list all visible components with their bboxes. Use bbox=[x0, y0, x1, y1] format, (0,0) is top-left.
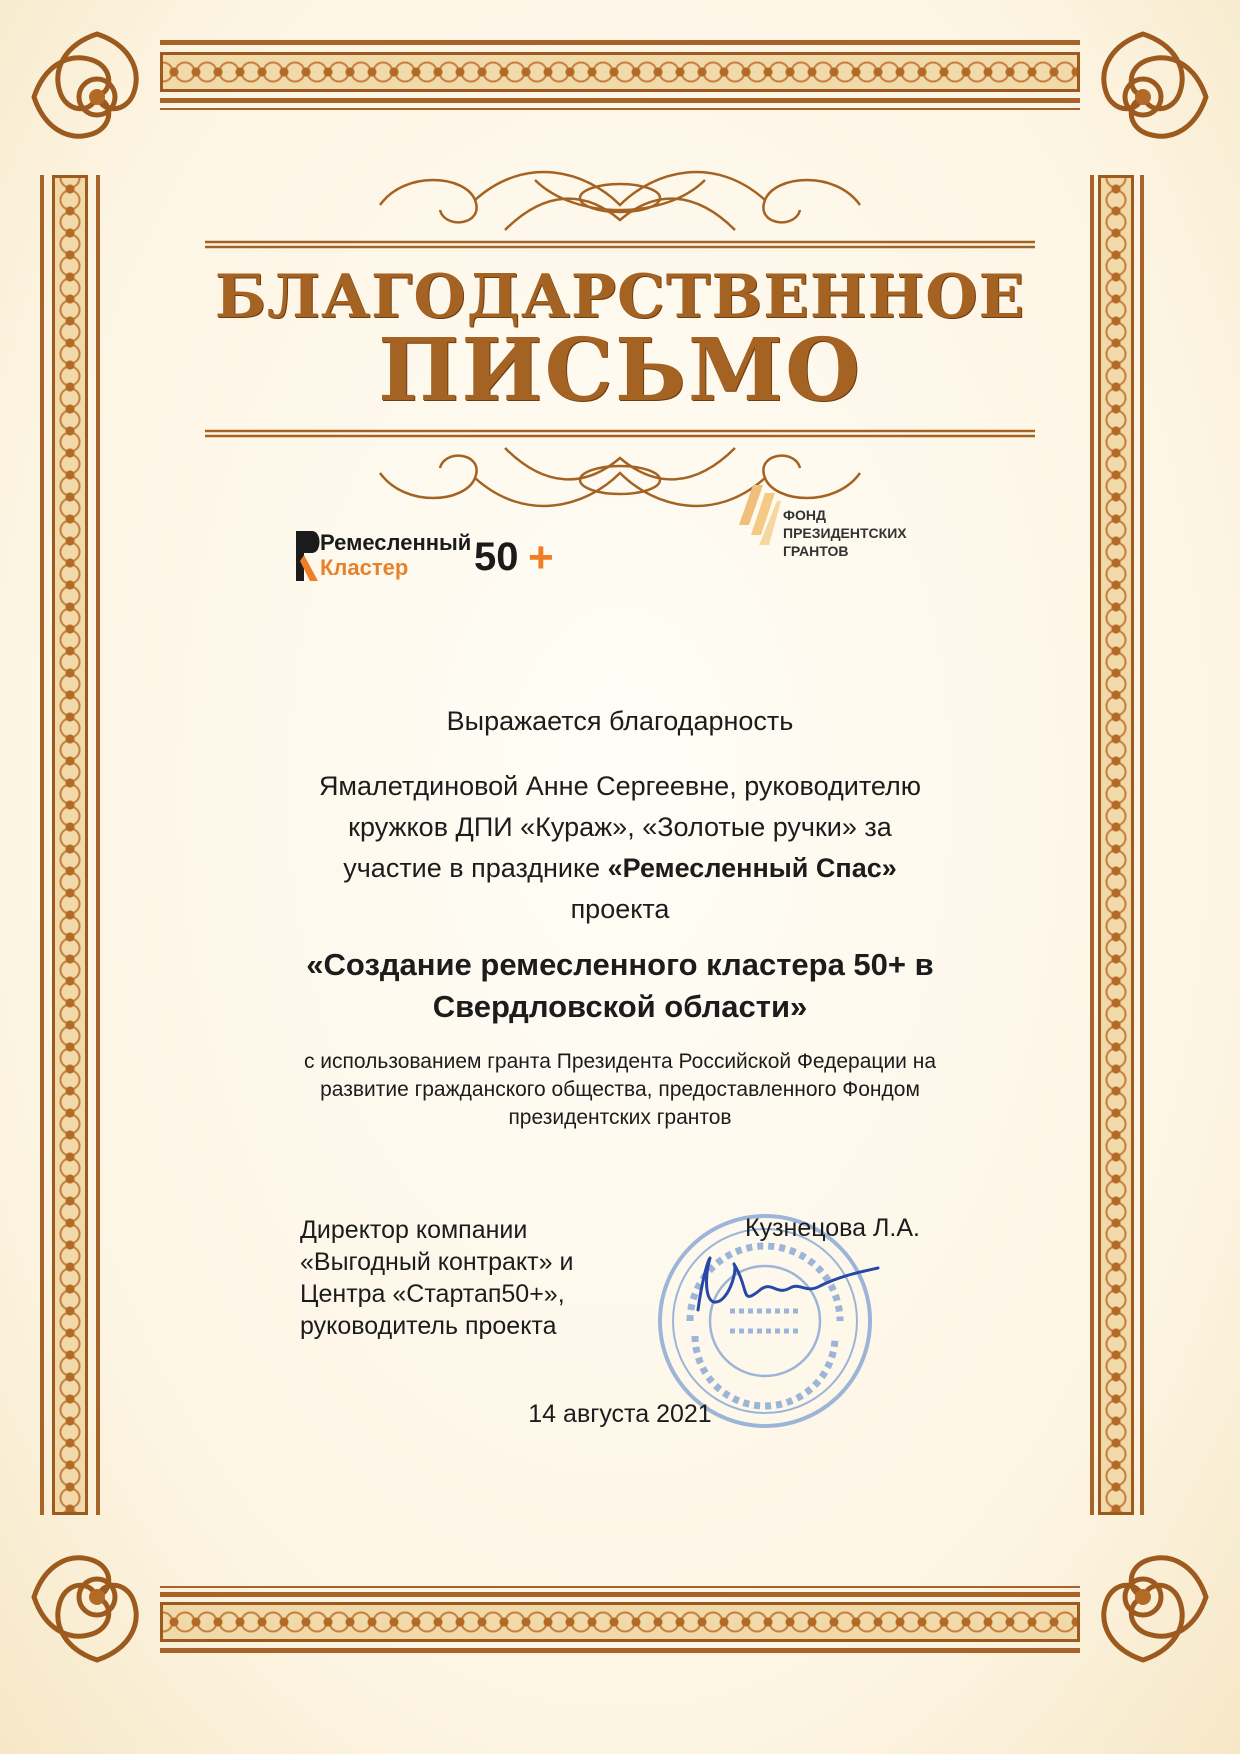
event-suffix: проекта bbox=[570, 894, 670, 924]
event-line bbox=[0, 848, 1240, 889]
frame-rule-bottom-inner bbox=[160, 1592, 1080, 1597]
frame-band-bottom bbox=[160, 1602, 1080, 1642]
craft-cluster-logo bbox=[296, 527, 556, 589]
grants-fund-stripes-icon bbox=[735, 485, 781, 549]
event-name: «Ремесленный Спас» bbox=[607, 853, 897, 883]
logo-right-line2: ПРЕЗИДЕНТСКИХ bbox=[783, 525, 907, 541]
logo-left-plus: + bbox=[528, 533, 554, 582]
signatory-line-1: Директор компании bbox=[300, 1216, 528, 1244]
frame-rule-top-inner bbox=[160, 98, 1080, 103]
title-line-2: ПИСЬМО bbox=[378, 320, 862, 421]
corner-ornament-top-right bbox=[1068, 22, 1218, 172]
project-line-2: Свердловской области» bbox=[432, 989, 808, 1024]
logo-left-number: 50 bbox=[474, 535, 519, 579]
logo-right-line1: ФОНД bbox=[783, 507, 826, 523]
signatory-line-3: Центра «Стартап50+», bbox=[300, 1280, 565, 1308]
logo-left-line2: Кластер bbox=[320, 555, 409, 580]
frame-rule-top bbox=[160, 40, 1080, 45]
signature bbox=[680, 1250, 880, 1330]
signatory-name: Кузнецова Л.А. bbox=[745, 1214, 920, 1242]
signatory-line-2: «Выгодный контракт» и bbox=[300, 1248, 574, 1276]
flourish-top bbox=[205, 160, 1035, 250]
document-date: 14 августа 2021 bbox=[528, 1400, 712, 1428]
corner-ornament-bottom-left bbox=[22, 1522, 172, 1672]
logo-right-line3: ГРАНТОВ bbox=[783, 543, 849, 559]
project-line-1: «Создание ремесленного кластера 50+ в bbox=[306, 947, 934, 982]
signatory-line-4: руководитель проекта bbox=[300, 1312, 557, 1340]
corner-ornament-bottom-right bbox=[1068, 1522, 1218, 1672]
logo-left-line1: Ремесленный bbox=[320, 530, 472, 555]
grant-note bbox=[0, 1048, 1240, 1132]
recipient-block bbox=[0, 766, 1240, 930]
presidential-grants-fund-logo bbox=[735, 485, 915, 557]
frame-rule-top-inner2 bbox=[160, 108, 1080, 110]
corner-ornament-top-left bbox=[22, 22, 172, 172]
grant-line-3: президентских грантов bbox=[508, 1106, 732, 1129]
intro-text: Выражается благодарность bbox=[446, 706, 794, 736]
grant-line-1: с использованием гранта Президента Российской Федерации на bbox=[303, 1050, 937, 1073]
signatory-title bbox=[300, 1214, 573, 1342]
cluster-r-mark-icon bbox=[296, 531, 322, 583]
event-prefix: участие в празднике bbox=[343, 853, 608, 883]
grant-line-2: развитие гражданского общества, предоставленного Фондом bbox=[320, 1078, 920, 1101]
recipient-line-1: Ямалетдиновой Анне Сергеевне, руководителю bbox=[318, 771, 922, 801]
recipient-line-2: кружков ДПИ «Кураж», «Золотые ручки» за bbox=[348, 812, 892, 842]
frame-band-top bbox=[160, 52, 1080, 92]
frame-rule-bottom-inner2 bbox=[160, 1586, 1080, 1588]
title-line-1: БЛАГОДАРСТВЕННОЕ bbox=[214, 262, 1026, 332]
project-title bbox=[0, 944, 1240, 1028]
frame-rule-bottom bbox=[160, 1648, 1080, 1653]
